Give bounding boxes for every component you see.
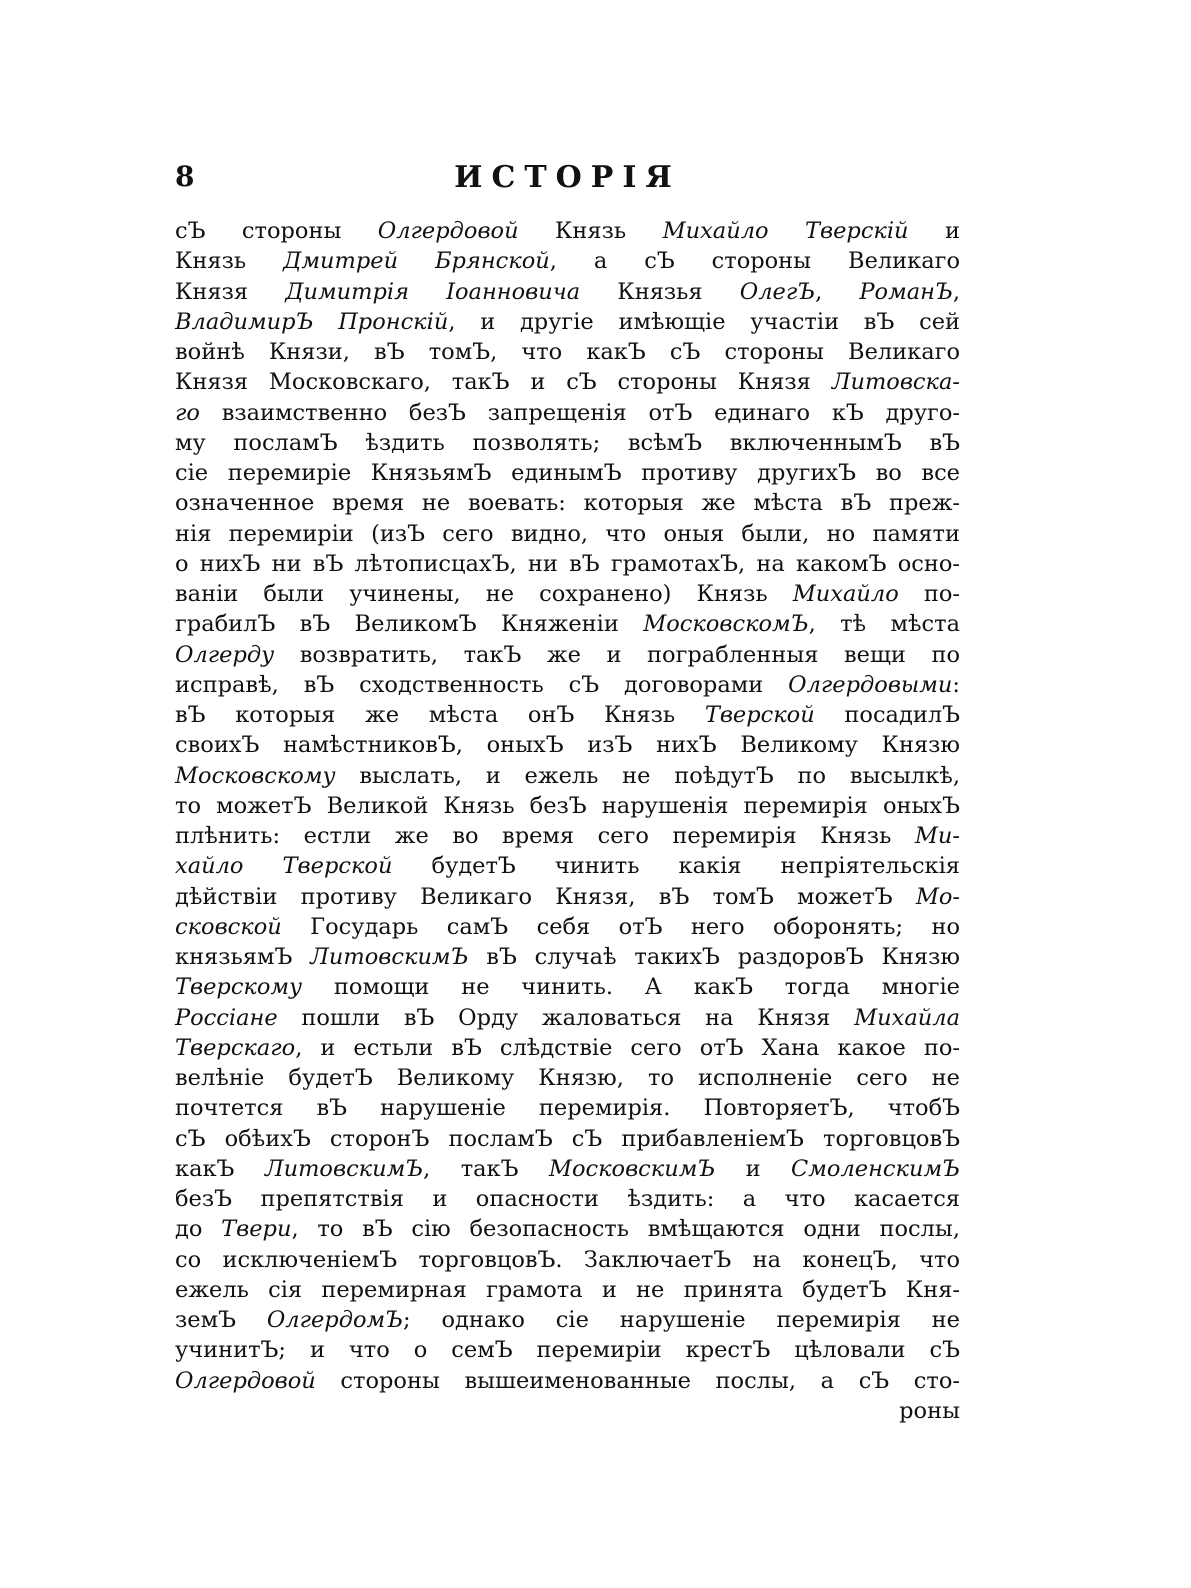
italic-name: Михайло xyxy=(792,581,899,607)
text-line xyxy=(175,1093,960,1123)
text-segment: роны xyxy=(899,1397,960,1424)
text-segment: исправѣ, вЪ сходственность сЪ договорами xyxy=(175,671,789,698)
text-segment: сЪ обѣихЪ сторонЪ посламЪ сЪ прибавленіемЪ торговцовЪ xyxy=(175,1125,960,1152)
text-segment: вЪ случаѣ такихЪ раздоровЪ Князю xyxy=(468,944,960,970)
italic-name: РоманЪ xyxy=(859,278,953,305)
text-line xyxy=(175,428,960,458)
text-segment: пошли вЪ Орду жаловаться на Князя xyxy=(277,1004,855,1031)
italic-name: ОлгердомЪ xyxy=(266,1307,404,1333)
text-segment: какЪ xyxy=(175,1155,265,1182)
text-segment: ; однако сіе нарушеніе перемирія не xyxy=(403,1307,960,1333)
text-segment: Государь самЪ себя отЪ него оборонять; но xyxy=(281,913,960,940)
italic-name: ЛитовскимЪ xyxy=(264,1155,424,1182)
text-segment: до xyxy=(175,1216,222,1243)
text-line xyxy=(175,307,960,337)
text-line xyxy=(175,912,960,942)
text-line xyxy=(175,1003,960,1033)
text-segment: , и естьли вЪ слѣдствіе сего отЪ Хана какое по- xyxy=(295,1034,960,1061)
text-line xyxy=(175,761,960,791)
text-line xyxy=(175,398,960,428)
text-line xyxy=(175,246,960,276)
italic-name: Ми- xyxy=(914,823,960,849)
text-segment: по- xyxy=(898,581,960,607)
text-segment: , тѣ мѣста xyxy=(808,611,960,638)
text-segment: дѣйствіи противу Великаго Князя, вЪ томЪ можетЪ xyxy=(175,883,916,910)
italic-name: Тверскому xyxy=(175,974,303,1001)
text-line xyxy=(175,1275,960,1305)
italic-name: Олгерду xyxy=(175,641,275,668)
text-segment: му посламЪ ѣздить позволять; всѣмЪ включеннымЪ вЪ xyxy=(175,429,960,456)
text-segment: стороны вышеименованные послы, а сЪ сто- xyxy=(315,1367,960,1394)
text-segment: , xyxy=(815,278,860,305)
text-segment: , xyxy=(952,278,960,305)
text-segment: грабилЪ вЪ ВеликомЪ Княженіи xyxy=(175,611,644,638)
text-segment: нія перемиріи (изЪ сего видно, что оныя были, но памяти xyxy=(175,520,960,547)
text-line xyxy=(175,216,960,246)
text-segment: ежель сія перемирная грамота и не принята будетЪ Кня- xyxy=(175,1276,960,1303)
italic-name: Московскому xyxy=(175,762,336,789)
text-line xyxy=(175,277,960,307)
text-segment: выслать, и ежель не поѣдутЪ по высылкѣ, xyxy=(335,762,960,789)
text-segment: велѣніе будетЪ Великому Князю, то исполненіе сего не xyxy=(175,1065,960,1091)
text-line xyxy=(175,1124,960,1154)
text-segment: со исключеніемЪ торговцовЪ. ЗаключаетЪ на конецЪ, что xyxy=(175,1246,960,1273)
text-line xyxy=(175,579,960,609)
text-line xyxy=(175,1033,960,1063)
page-header xyxy=(175,160,960,200)
italic-name: Твери xyxy=(221,1216,292,1243)
italic-name: сковской xyxy=(175,913,282,940)
text-segment: , и другіе имѣющіе участіи вЪ сей xyxy=(448,308,960,335)
text-line xyxy=(175,1366,960,1396)
text-line xyxy=(175,700,960,730)
text-line xyxy=(175,519,960,549)
text-segment: , такЪ xyxy=(423,1155,549,1182)
italic-name: МосковскимЪ xyxy=(548,1155,716,1182)
text-line xyxy=(175,1335,960,1365)
page-number: 8 xyxy=(175,160,195,193)
italic-name: Тверскаго xyxy=(175,1034,296,1061)
text-line xyxy=(175,488,960,518)
text-line xyxy=(175,821,960,851)
text-segment: будетЪ чинить какія непріятельскія xyxy=(392,853,961,880)
text-segment: учинитЪ; и что о семЪ перемиріи крестЪ цѣловали сЪ xyxy=(175,1337,960,1364)
italic-name: ВладимирЪ Пронскій xyxy=(175,308,449,335)
italic-name: Россіане xyxy=(175,1004,278,1031)
italic-name: Литовска- xyxy=(831,369,960,396)
text-line xyxy=(175,337,960,367)
text-segment: плѣнить: естли же во время сего перемирія Князь xyxy=(175,823,915,849)
body-text xyxy=(175,216,960,1426)
italic-name: го xyxy=(175,399,200,426)
text-segment: о нихЪ ни вЪ лѣтописцахЪ, ни вЪ грамотахЪ, на какомЪ осно- xyxy=(175,550,960,577)
text-line xyxy=(175,1396,960,1426)
italic-name: Олгердовыми xyxy=(788,671,953,698)
text-segment: : xyxy=(952,671,960,698)
text-line xyxy=(175,1184,960,1214)
italic-name: Олгердовой xyxy=(377,218,519,244)
italic-name: Михайла xyxy=(854,1004,960,1031)
text-line xyxy=(175,972,960,1002)
italic-name: хайло Тверской xyxy=(175,853,393,880)
text-segment: Князь xyxy=(175,248,284,275)
text-segment: взаимственно безЪ запрещенія отЪ единаго кЪ друго- xyxy=(199,399,960,426)
text-line xyxy=(175,549,960,579)
italic-name: ОлегЪ xyxy=(739,278,816,305)
italic-name: МосковскомЪ xyxy=(643,611,809,638)
text-line xyxy=(175,1305,960,1335)
running-title: ИСТОРІЯ xyxy=(454,160,681,195)
text-segment: сіе перемиріе КнязьямЪ единымЪ противу другихЪ во все xyxy=(175,460,960,486)
text-line xyxy=(175,942,960,972)
text-segment: Князь xyxy=(518,218,663,244)
text-segment: вЪ которыя же мѣста онЪ Князь xyxy=(175,702,705,728)
text-segment: земЪ xyxy=(175,1307,267,1333)
italic-name: Дмитрей Брянской xyxy=(283,248,550,275)
text-segment: сЪ стороны xyxy=(175,218,378,244)
italic-name: Михайло Тверскій xyxy=(662,218,909,244)
text-segment: помощи не чинить. А какЪ тогда многіе xyxy=(302,974,960,1001)
text-line xyxy=(175,1063,960,1093)
text-segment: Князя xyxy=(175,278,286,305)
text-segment: ваніи были учинены, не сохранено) Князь xyxy=(175,581,793,607)
text-segment: то можетЪ Великой Князь безЪ нарушенія перемирія оныхЪ xyxy=(175,792,960,819)
italic-name: Олгердовой xyxy=(175,1367,316,1394)
text-line xyxy=(175,640,960,670)
text-line xyxy=(175,882,960,912)
text-segment: и xyxy=(715,1155,792,1182)
text-segment: безЪ препятствія и опасности ѣздить: а что касается xyxy=(175,1186,960,1212)
text-segment: посадилЪ xyxy=(814,702,960,728)
text-segment: , а сЪ стороны Великаго xyxy=(549,248,960,275)
text-segment: Князя Московскаго, такЪ и сЪ стороны Князя xyxy=(175,369,832,396)
text-segment: Князья xyxy=(580,278,740,305)
italic-name: СмоленскимЪ xyxy=(791,1155,960,1182)
text-segment: почтется вЪ нарушеніе перемирія. ПовторяетЪ, чтобЪ xyxy=(175,1095,960,1122)
italic-name: Тверской xyxy=(704,702,815,728)
text-line xyxy=(175,1154,960,1184)
italic-name: Димитрія Іоанновича xyxy=(285,278,581,305)
italic-name: Мо- xyxy=(915,883,960,910)
text-segment: войнѣ Князи, вЪ томЪ, что какЪ сЪ стороны Великаго xyxy=(175,339,960,365)
text-segment: , то вЪ сію безопасность вмѣщаются одни послы, xyxy=(291,1216,960,1243)
text-line xyxy=(175,1214,960,1244)
text-line xyxy=(175,730,960,760)
text-segment: своихЪ намѣстниковЪ, оныхЪ изЪ нихЪ Великому Князю xyxy=(175,732,960,759)
text-segment: означенное время не воевать: которыя же мѣста вЪ преж- xyxy=(175,490,960,517)
text-line xyxy=(175,851,960,881)
text-segment: возвратить, такЪ же и пограбленныя вещи по xyxy=(274,641,960,668)
text-line xyxy=(175,1245,960,1275)
text-line xyxy=(175,791,960,821)
text-segment: и xyxy=(908,218,960,244)
text-segment: князьямЪ xyxy=(175,944,311,970)
text-line xyxy=(175,458,960,488)
italic-name: ЛитовскимЪ xyxy=(310,944,469,970)
text-line xyxy=(175,670,960,700)
text-line xyxy=(175,367,960,397)
text-line xyxy=(175,609,960,639)
